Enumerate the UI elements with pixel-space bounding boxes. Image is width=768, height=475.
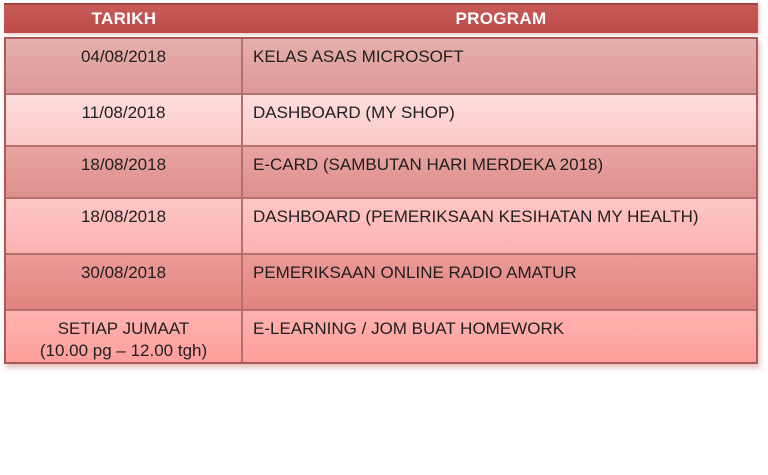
table-body — [4, 37, 758, 364]
program-cell: PEMERIKSAAN ONLINE RADIO AMATUR — [253, 263, 577, 282]
program-cell: DASHBOARD (MY SHOP) — [253, 103, 455, 122]
date-cell: 18/08/2018 — [6, 147, 243, 197]
date-cell: 11/08/2018 — [6, 95, 243, 145]
table-row — [6, 197, 756, 253]
program-cell: E-LEARNING / JOM BUAT HOMEWORK — [253, 319, 565, 338]
date-cell: 04/08/2018 — [6, 39, 243, 93]
date-cell — [6, 311, 243, 362]
schedule-table — [4, 3, 758, 364]
column-header-tarikh: TARIKH — [91, 9, 157, 28]
program-cell: E-CARD (SAMBUTAN HARI MERDEKA 2018) — [253, 155, 604, 174]
table-row — [6, 309, 756, 362]
program-cell: DASHBOARD (PEMERIKSAAN KESIHATAN MY HEALTH) — [253, 207, 699, 226]
date-line1: SETIAP JUMAAT — [57, 319, 190, 338]
date-cell: 18/08/2018 — [6, 199, 243, 253]
table-row — [6, 93, 756, 145]
column-header-program: PROGRAM — [455, 9, 547, 28]
table-header-row — [4, 3, 758, 33]
program-cell: KELAS ASAS MICROSOFT — [253, 47, 464, 66]
table-row — [6, 39, 756, 93]
table-row — [6, 145, 756, 197]
date-line2: (10.00 pg – 12.00 tgh) — [39, 340, 208, 360]
table-row — [6, 253, 756, 309]
date-cell: 30/08/2018 — [6, 255, 243, 309]
